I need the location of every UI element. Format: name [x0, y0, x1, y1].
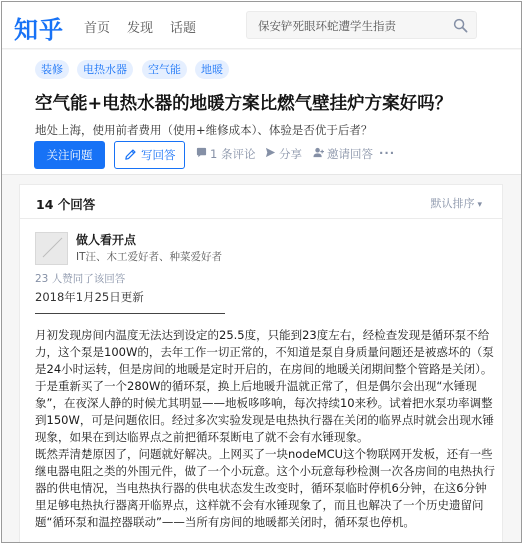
share-icon [265, 147, 276, 158]
topic-tag-electric-water-heater[interactable]: 电热水器 [77, 60, 133, 79]
search-icon[interactable] [453, 18, 468, 33]
divider [20, 218, 502, 219]
more-options-button[interactable]: ··· [379, 146, 396, 160]
divider [35, 313, 225, 314]
topic-tag-renovation[interactable]: 装修 [35, 60, 69, 79]
pencil-icon [124, 148, 137, 161]
question-header [2, 50, 521, 175]
invite-label: 邀请回答 [327, 147, 373, 161]
topic-tag-floor-heating[interactable]: 地暖 [195, 60, 229, 79]
answer-list [19, 184, 503, 543]
answer-paragraph: 既然弄清楚原因了，问题就好解决。上网买了一块nodeMCU这个物联网开发板，还有一些继电器电阻之类的外围元件，做了一个小玩意。这个小玩意每秒检测一次各房间的电热执行器的供电情况，当电热执行器的供电状态发生改变时，循环泵临时停机6分钟，在这6分钟里足够电热执行器离开临界点，这样就不会有水锤现象了，而且也解决了一个历史遗留问题“循环泵和温控器联动”——当所有房间的地暖都关闭时，循环泵也停机。 [35, 447, 495, 529]
share-label: 分享 [279, 147, 302, 161]
page-frame [1, 1, 522, 543]
sort-dropdown[interactable] [430, 195, 482, 211]
answer-body [35, 327, 497, 531]
search-input[interactable] [246, 11, 477, 39]
upvote-count: 23 人赞同了该回答 [35, 273, 126, 285]
author-name[interactable]: 做人看开点 [76, 233, 137, 247]
invite-answer-action[interactable] [313, 146, 373, 162]
write-answer-label: 写回答 [141, 148, 176, 162]
answer-count: 14 个回答 [36, 197, 96, 212]
top-navigation-bar [2, 2, 521, 49]
avatar[interactable] [35, 232, 68, 265]
invite-icon [313, 147, 324, 158]
write-answer-button[interactable] [114, 141, 185, 169]
sort-label: 默认排序 [430, 197, 475, 210]
comment-action[interactable] [196, 146, 255, 162]
share-action[interactable] [265, 146, 302, 162]
nav-home[interactable]: 首页 [84, 21, 111, 36]
nav-topics[interactable]: 话题 [170, 21, 197, 36]
zhihu-logo[interactable]: 知乎 [14, 16, 64, 44]
comment-label: 1 条评论 [210, 147, 256, 161]
answer-paragraph: 月初发现房间内温度无法达到设定的25.5度，只能到23度左右，经检查发现是循环泵不给力，这个泵是100W的，去年工作一切正常的，不知道是泵自身质量问题还是被惑坏的（泵是24小时运转，但是房间的地暖是定时开启的，在房间的地暖关闭期间整个管路是关闭）。于是重新买了一个280W的循环泵，换上后地暖升温就正常了，但是偶尔会出现“水锤现象”，在夜深人静的时候尤其明显——地板哆哆响，每次持续10来秒。试着把水泵功率调整到150W，可是问题依旧。经过多次实验发现是电热执行器在关闭的临界点时就会出现水锤现象，如果在到达临界点之前把循环泵断电了就不会有水锤现象。 [35, 328, 494, 444]
topic-tag-air-source[interactable]: 空气能 [142, 60, 187, 79]
follow-question-button[interactable]: 关注问题 [34, 141, 105, 169]
search-input-value: 保安铲死眼环蛇遭学生指责 [258, 19, 396, 33]
question-description: 地处上海，使用前者费用（使用+维修成本）、体验是否优于后者？ [35, 123, 373, 137]
author-bio: IT汪、木工爱好者、种菜爱好者 [76, 251, 223, 263]
answer-date: 2018年1月25日更新 [35, 290, 144, 304]
chevron-down-icon: ▾ [477, 200, 482, 210]
question-title: 空气能+电热水器的地暖方案比燃气壁挂炉方案好吗？ [35, 94, 453, 114]
comment-icon [196, 147, 207, 158]
nav-discover[interactable]: 发现 [127, 21, 154, 36]
